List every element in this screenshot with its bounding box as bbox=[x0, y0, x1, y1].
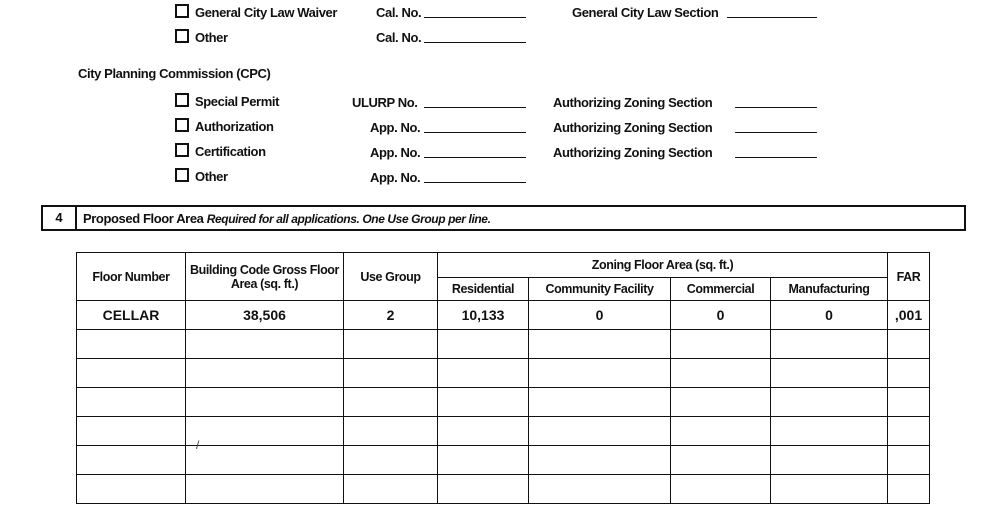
header-residential: Residential bbox=[438, 278, 529, 301]
cpc-heading: City Planning Commission (CPC) bbox=[78, 66, 271, 81]
community-facility-cell[interactable] bbox=[529, 417, 671, 446]
section-title bbox=[83, 211, 491, 226]
residential-cell[interactable] bbox=[438, 446, 529, 475]
header-commercial: Commercial bbox=[671, 278, 771, 301]
table-row bbox=[77, 301, 930, 330]
manufacturing-cell[interactable] bbox=[771, 388, 888, 417]
table-row bbox=[77, 417, 930, 446]
table-row bbox=[77, 388, 930, 417]
far-cell[interactable]: ,001 bbox=[888, 301, 930, 330]
other-waiver-label: Other bbox=[195, 30, 228, 45]
commercial-cell[interactable] bbox=[671, 417, 771, 446]
header-community-facility: Community Facility bbox=[529, 278, 671, 301]
cal-no-field[interactable] bbox=[424, 17, 526, 18]
authorizing-zoning-section-field[interactable] bbox=[735, 132, 817, 133]
far-cell[interactable] bbox=[888, 359, 930, 388]
community-facility-cell[interactable] bbox=[529, 388, 671, 417]
commercial-cell[interactable] bbox=[671, 446, 771, 475]
header-far: FAR bbox=[888, 253, 930, 301]
special-permit-label: Special Permit bbox=[195, 94, 279, 109]
general-city-law-section-label: General City Law Section bbox=[572, 5, 719, 20]
header-manufacturing: Manufacturing bbox=[771, 278, 888, 301]
floor-number-cell[interactable] bbox=[77, 417, 186, 446]
commercial-cell[interactable] bbox=[671, 388, 771, 417]
authorizing-zoning-section-label: Authorizing Zoning Section bbox=[553, 145, 713, 160]
authorization-label: Authorization bbox=[195, 119, 274, 134]
community-facility-cell[interactable] bbox=[529, 359, 671, 388]
far-cell[interactable] bbox=[888, 446, 930, 475]
app-no-field[interactable] bbox=[424, 132, 526, 133]
cal-no-label: Cal. No. bbox=[376, 30, 422, 45]
gross-floor-area-cell[interactable]: 38,506 bbox=[186, 301, 344, 330]
cal-no-label: Cal. No. bbox=[376, 5, 422, 20]
residential-cell[interactable] bbox=[438, 359, 529, 388]
floor-number-cell[interactable] bbox=[77, 359, 186, 388]
use-group-cell[interactable] bbox=[344, 475, 438, 504]
special-permit-checkbox[interactable] bbox=[175, 93, 189, 107]
table-row bbox=[77, 330, 930, 359]
use-group-cell[interactable]: 2 bbox=[344, 301, 438, 330]
app-no-field[interactable] bbox=[424, 157, 526, 158]
general-city-law-waiver-label: General City Law Waiver bbox=[195, 5, 338, 20]
floor-area-rows bbox=[77, 301, 930, 504]
far-cell[interactable] bbox=[888, 417, 930, 446]
authorizing-zoning-section-field[interactable] bbox=[735, 157, 817, 158]
table-row bbox=[77, 475, 930, 504]
other-waiver-checkbox[interactable] bbox=[175, 29, 189, 43]
commercial-cell[interactable] bbox=[671, 475, 771, 504]
residential-cell[interactable] bbox=[438, 475, 529, 504]
section-subtitle: Required for all applications. One Use Group per line. bbox=[206, 212, 491, 226]
table-row bbox=[77, 359, 930, 388]
authorizing-zoning-section-label: Authorizing Zoning Section bbox=[553, 120, 713, 135]
section-number: 4 bbox=[43, 207, 77, 229]
floor-number-cell[interactable] bbox=[77, 475, 186, 504]
other-cpc-checkbox[interactable] bbox=[175, 168, 189, 182]
header-zoning-floor-area: Zoning Floor Area (sq. ft.) bbox=[438, 253, 888, 278]
floor-area-table bbox=[76, 252, 930, 504]
far-cell[interactable] bbox=[888, 475, 930, 504]
other-cpc-label: Other bbox=[195, 169, 228, 184]
manufacturing-cell[interactable] bbox=[771, 359, 888, 388]
residential-cell[interactable] bbox=[438, 417, 529, 446]
community-facility-cell[interactable]: 0 bbox=[529, 301, 671, 330]
commercial-cell[interactable]: 0 bbox=[671, 301, 771, 330]
manufacturing-cell[interactable] bbox=[771, 417, 888, 446]
general-city-law-section-field[interactable] bbox=[727, 17, 817, 18]
gross-floor-area-cell[interactable] bbox=[186, 417, 344, 446]
section-4-header bbox=[41, 205, 966, 231]
ulurp-no-field[interactable] bbox=[424, 107, 526, 108]
far-cell[interactable] bbox=[888, 330, 930, 359]
residential-cell[interactable] bbox=[438, 388, 529, 417]
use-group-cell[interactable] bbox=[344, 330, 438, 359]
use-group-cell[interactable] bbox=[344, 417, 438, 446]
header-use-group: Use Group bbox=[344, 253, 438, 301]
header-floor-number: Floor Number bbox=[77, 253, 186, 301]
residential-cell[interactable]: 10,133 bbox=[438, 301, 529, 330]
certification-checkbox[interactable] bbox=[175, 143, 189, 157]
app-no-field[interactable] bbox=[424, 182, 526, 183]
authorization-checkbox[interactable] bbox=[175, 118, 189, 132]
floor-number-cell[interactable] bbox=[77, 446, 186, 475]
stray-pen-mark: / bbox=[196, 438, 200, 452]
use-group-cell[interactable] bbox=[344, 359, 438, 388]
floor-number-cell[interactable] bbox=[77, 388, 186, 417]
table-row bbox=[77, 446, 930, 475]
floor-number-cell[interactable] bbox=[77, 330, 186, 359]
manufacturing-cell[interactable]: 0 bbox=[771, 301, 888, 330]
app-no-label: App. No. bbox=[370, 170, 421, 185]
floor-number-cell[interactable]: CELLAR bbox=[77, 301, 186, 330]
use-group-cell[interactable] bbox=[344, 446, 438, 475]
community-facility-cell[interactable] bbox=[529, 475, 671, 504]
commercial-cell[interactable] bbox=[671, 330, 771, 359]
certification-label: Certification bbox=[195, 144, 266, 159]
header-gross-floor-area: Building Code Gross Floor Area (sq. ft.) bbox=[186, 253, 344, 301]
community-facility-cell[interactable] bbox=[529, 330, 671, 359]
gross-floor-area-cell[interactable] bbox=[186, 475, 344, 504]
gross-floor-area-cell[interactable] bbox=[186, 330, 344, 359]
gross-floor-area-cell[interactable] bbox=[186, 446, 344, 475]
manufacturing-cell[interactable] bbox=[771, 446, 888, 475]
gross-floor-area-cell[interactable] bbox=[186, 388, 344, 417]
residential-cell[interactable] bbox=[438, 330, 529, 359]
use-group-cell[interactable] bbox=[344, 388, 438, 417]
community-facility-cell[interactable] bbox=[529, 446, 671, 475]
commercial-cell[interactable] bbox=[671, 359, 771, 388]
far-cell[interactable] bbox=[888, 388, 930, 417]
general-city-law-waiver-checkbox[interactable] bbox=[175, 4, 189, 18]
authorizing-zoning-section-label: Authorizing Zoning Section bbox=[553, 95, 713, 110]
ulurp-no-label: ULURP No. bbox=[352, 95, 418, 110]
authorizing-zoning-section-field[interactable] bbox=[735, 107, 817, 108]
app-no-label: App. No. bbox=[370, 145, 421, 160]
manufacturing-cell[interactable] bbox=[771, 330, 888, 359]
manufacturing-cell[interactable] bbox=[771, 475, 888, 504]
cal-no-field[interactable] bbox=[424, 42, 526, 43]
section-title-text: Proposed Floor Area bbox=[83, 211, 204, 226]
gross-floor-area-cell[interactable] bbox=[186, 359, 344, 388]
app-no-label: App. No. bbox=[370, 120, 421, 135]
